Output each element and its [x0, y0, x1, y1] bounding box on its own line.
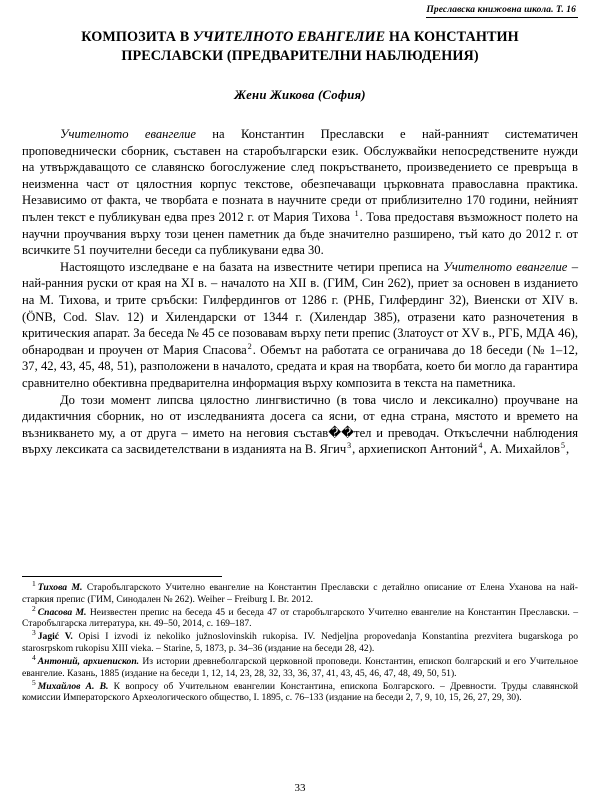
footnote-number: 2: [32, 603, 36, 613]
footnote-separator-rule: [22, 576, 222, 577]
footnote-text: Из истории древнеболгарской церковной проповеди. Константин, епископ болгарский и его Учительное евангелие. Казань, 1885 (издание на беседи 1, 12, 14, 23, 28, 32, 33, 36, 37, 41, 43, 45, 46, 47, 48, 49, 50, 51).: [22, 656, 578, 679]
paragraph-3: [22, 392, 578, 458]
footnote-ref-4[interactable]: 4: [478, 441, 483, 451]
para1-lead-italic: Учителното евангелие: [60, 127, 196, 141]
footnote-text: Старобългарското Учително евангелие на Константин Преславски с детайлно описание от Елена Уханова на най-старкия препис (ГИМ, Синодален № 262). Weiher – Freiburg I. Br. 2012.: [22, 582, 579, 605]
footnote-item: [22, 628, 578, 654]
para2-text-mid: – най-ранния руски от края на XI в. – началото на XII в. (ГИМ, Син 262), приет за основен в изданието на М. Тихова, и трите сръбски: Гилфердингов от 1286 г. (РНБ, Гилфердинг 32), Виенски от XIV в. (ÖNB, Cod. Slav. 12) и Хилендарски от 1344 г. (Хилендар 385), отразени като разночетения в критическия апарат. За беседа № 45 се позовавам върху пети препис (Златоуст от XV в., РГБ, МДА 46), обнародван и проучен от Мария Спасова: [22, 259, 578, 357]
para1-text: на Константин Преславски е най-ранният систематичен проповеднически сборник, съставен на старобългарски език. Обслужвайки непосредствените нужди на утвърждаващото се славянско богослужение след покръстването, произведението се превръща в неизменна част от цялостния корпус текстове, обезпечаващи църковната православна практика. Независимо от факта, че творбата е позната в научните среди от приблизително 170 години, нейният пълен текст е публикуван едва през 2012 г. от Мария Тихова: [22, 127, 578, 224]
footnote-ref-5[interactable]: 5: [561, 441, 566, 451]
para3-text-pre: До този момент липсва цялостно лингвистично (в това число и лексикално) проучване на дидактичния сборник, но от изследванията досега са ясни, от една страна, мястото и времето на възникването му, а от друга – името на неговия състав��тел и преводач. Откъслечни наблюдения върху лексиката са засвидетелствани в изданията на В. Ягич: [22, 392, 578, 457]
para2-text-pre: Настоящото изследване е на базата на известните четири преписа на: [60, 259, 444, 274]
author-byline: Жени Жикова (София): [234, 88, 366, 102]
footnotes-section: [22, 576, 578, 705]
footnote-item: [22, 603, 578, 630]
para3-text-mid-2: , А. Михайлов: [483, 442, 561, 457]
footnote-item: [22, 677, 578, 704]
footnote-item: [22, 578, 579, 605]
footnote-number: 1: [32, 578, 36, 588]
footnote-item: [22, 652, 578, 679]
footnote-number: 5: [32, 677, 36, 687]
footnote-number: 3: [32, 628, 36, 638]
paragraph-2: [22, 259, 578, 392]
page-number: 33: [294, 782, 306, 794]
footnote-author: Jagić V.: [37, 631, 73, 643]
title-line1-pre: КОМПОЗИТА В: [81, 29, 193, 45]
footnote-ref-3[interactable]: 3: [347, 441, 352, 451]
para3-text-after: ,: [566, 442, 570, 457]
paragraph-1: [22, 126, 578, 259]
para2-italic-1: Учителното евангелие: [443, 259, 568, 274]
para1-text-after: . Това предоставя възможност полето на научни проучвания върху този ценен паметник да бъде значително разширено, тъй като до 2012 г. от всичките 51 поучителни беседи са публикувани едва 30.: [22, 209, 578, 258]
footnote-author: Антоний, архиепископ.: [37, 656, 140, 668]
title-line1-post: НА КОНСТАНТИН: [385, 29, 519, 45]
footnote-ref-1[interactable]: 1: [354, 208, 359, 218]
para3-text-mid-1: , архиепископ Антоний: [352, 442, 478, 457]
running-head: Преславска книжовна школа. Т. 16: [426, 5, 578, 18]
footnote-text: К вопросу об Учительном евангелии Константина, епископа Болгарского. – Древности. Труды славянской комиссии Императорского Археологического общество, I. 1895, с. 76–133 (издание на беседи 2, 7, 9, 10, 15, 26, 27, 29, 30).: [22, 680, 578, 704]
footnote-author: Михайлов А. В.: [37, 680, 109, 692]
footnote-ref-2[interactable]: 2: [247, 341, 252, 351]
title-line1-italic: УЧИТЕЛНОТО ЕВАНГЕЛИЕ: [192, 29, 386, 45]
footnote-author: Тихова М.: [37, 582, 83, 593]
page-title: [40, 28, 560, 66]
title-block: [22, 28, 578, 103]
footnote-text: Opisi I izvodi iz nekoliko južnoslovinskih rukopisa. IV. Nedjeljna propovedanja Konstantina prezvitera bugarskoga po starosrpskom rukopisu XIII vieka. – Starine, 5, 1873, p. 34–36 (издание на беседи 28, 42).: [22, 631, 578, 654]
footnote-number: 4: [32, 652, 36, 662]
para2-text-after: . Обемът на работата се ограничава до 18 беседи (№ 1–12, 37, 42, 43, 45, 48, 51), разположени в началото, средата и края на творбата, което би могло да гарантира сравнително обективна предварителна информация върху композита в текста на паметника.: [22, 342, 578, 390]
body-text: [22, 126, 578, 458]
title-line2: ПРЕСЛАВСКИ (ПРЕДВАРИТЕЛНИ НАБЛЮДЕНИЯ): [121, 48, 479, 64]
footnote-text: Неизвестен препис на беседа 45 и беседа 47 от старобългарското Учително евангелие на Константин Преславски. – Старобългарска литература, кн. 49–50, 2014, с. 169–187.: [22, 606, 578, 630]
footnote-author: Спасова М.: [37, 606, 87, 618]
